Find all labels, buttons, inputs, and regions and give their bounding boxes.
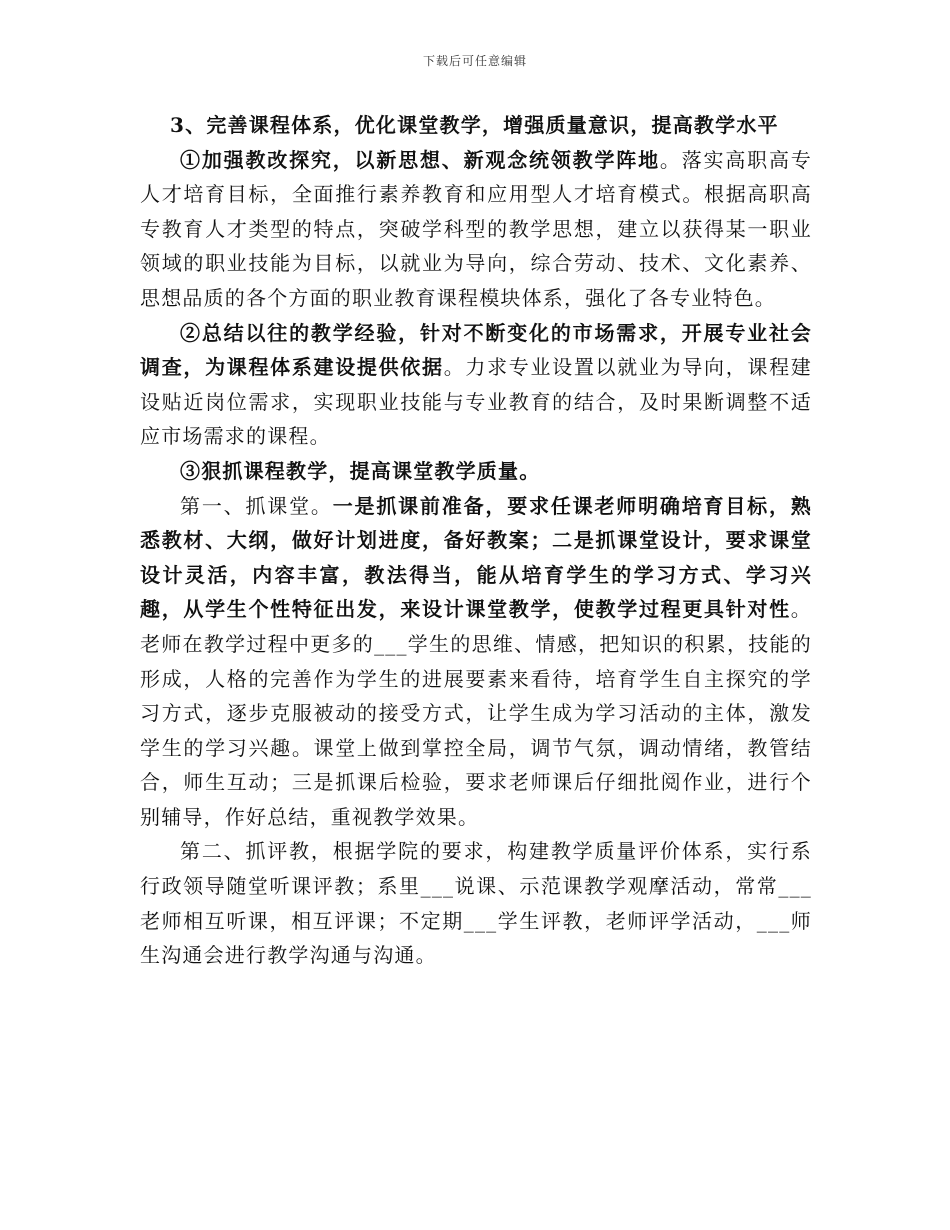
- paragraph-first-lead: 第一、抓课堂。: [180, 493, 333, 518]
- item-1-paragraph: [140, 143, 812, 316]
- item-2-bold: ②总结以往的教学经验，针对不断变化的市场需求，开展专业社会调查，为课程体系建设提供依据: [140, 320, 812, 380]
- item-3-paragraph: [140, 454, 812, 489]
- paragraph-first-bold: 一是抓课前准备，要求任课老师明确培育目标，熟悉教材、大纲，做好计划进度，备好教案；二是抓课堂设计，要求课堂设计灵活，内容丰富，教法得当，能从培育学生的学习方式、学习兴趣，从学生个性特征出发，来设计课堂教学，使教学过程更具针对性: [140, 493, 812, 622]
- page-header: 下载后可任意编辑: [422, 54, 527, 68]
- paragraph-first-text: 。老师在教学过程中更多的___学生的思维、情感，把知识的积累，技能的形成，人格的完善作为学生的进展要素来看待，培育学生自主探究的学习方式，逐步克服被动的接受方式，让学生成为学习活动的主体，激发学生的学习兴趣。课堂上做到掌控全局，调节气氛，调动情绪，教管结合，师生互动；三是抓课后检验，要求老师课后仔细批阅作业，进行个别辅导，作好总结，重视教学效果。: [140, 597, 812, 829]
- item-1-text: 。落实高职高专人才培育目标，全面推行素养教育和应用型人才培育模式。根据高职高专教育人才类型的特点，突破学科型的教学思想，建立以获得某一职业领域的职业技能为目标，以就业为导向，综合劳动、技术、文化素养、思想品质的各个方面的职业教育课程模块体系，强化了各专业特色。: [140, 147, 812, 310]
- item-3-bold: ③狠抓课程教学，提高课堂教学质量。: [180, 458, 541, 483]
- paragraph-second: 第二、抓评教，根据学院的要求，构建教学质量评价体系，实行系行政领导随堂听课评教；系里___说课、示范课教学观摩活动，常常___老师相互听课，相互评课；不定期___学生评教，老师评学活动，___师生沟通会进行教学沟通与沟通。: [140, 839, 812, 968]
- item-1-bold: ①加强教改探究，以新思想、新观念统领教学阵地: [180, 147, 660, 172]
- item-2-text: 。力求专业设置以就业为导向，课程建设贴近岗位需求，实现职业技能与专业教育的结合，及时果断调整不适应市场需求的课程。: [140, 355, 812, 449]
- paragraph-first: [140, 489, 812, 835]
- document-body: [140, 108, 812, 973]
- item-2-paragraph: [140, 316, 812, 454]
- section-title: 3、完善课程体系，优化课堂教学，增强质量意识，提高教学水平: [170, 113, 779, 137]
